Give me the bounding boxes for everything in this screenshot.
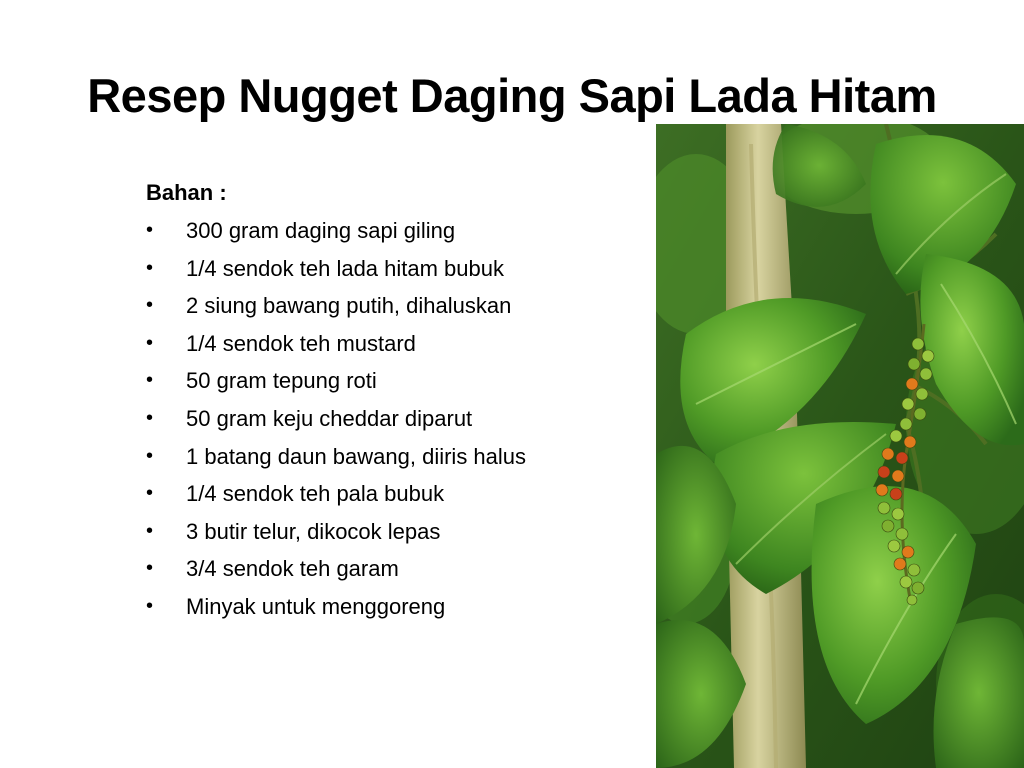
black-pepper-plant-image — [656, 124, 1024, 768]
ingredient-text: Minyak untuk menggoreng — [186, 593, 446, 619]
pepper-plant-illustration — [656, 124, 1024, 768]
list-item — [146, 325, 646, 363]
bullet-icon: • — [146, 294, 154, 317]
ingredients-list — [146, 212, 646, 626]
bullet-icon: • — [146, 444, 154, 467]
bullet-icon: • — [146, 482, 154, 505]
ingredient-text: 1/4 sendok teh pala bubuk — [186, 481, 445, 507]
slide-title: Resep Nugget Daging Sapi Lada Hitam — [87, 69, 937, 122]
ingredient-text: 3 butir telur, dikocok lepas — [186, 518, 441, 544]
bullet-icon: • — [146, 594, 154, 617]
bullet-icon: • — [146, 219, 154, 241]
list-item — [146, 438, 646, 476]
list-item — [146, 475, 646, 513]
list-item — [146, 588, 646, 626]
ingredient-text: 1/4 sendok teh mustard — [186, 330, 416, 356]
bullet-icon: • — [146, 406, 154, 429]
list-item — [146, 250, 646, 288]
list-item — [146, 212, 646, 250]
list-item — [146, 287, 646, 325]
bullet-icon: • — [146, 369, 154, 392]
ingredients-section — [146, 178, 646, 626]
bullet-icon: • — [146, 519, 154, 542]
list-item — [146, 400, 646, 438]
ingredient-text: 1 batang daun bawang, diiris halus — [186, 443, 527, 469]
bullet-icon: • — [146, 331, 154, 354]
ingredient-text: 50 gram tepung roti — [186, 368, 377, 394]
bullet-icon: • — [146, 256, 154, 279]
ingredient-text: 3/4 sendok teh garam — [186, 556, 399, 582]
ingredient-text: 1/4 sendok teh lada hitam bubuk — [186, 255, 505, 281]
ingredient-text: 50 gram keju cheddar diparut — [186, 405, 473, 431]
list-item — [146, 513, 646, 551]
list-item — [146, 550, 646, 588]
ingredients-heading: Bahan : — [146, 180, 227, 205]
bullet-icon: • — [146, 557, 154, 580]
list-item — [146, 362, 646, 400]
ingredient-text: 300 gram daging sapi giling — [186, 218, 456, 243]
ingredient-text: 2 siung bawang putih, dihaluskan — [186, 293, 512, 319]
